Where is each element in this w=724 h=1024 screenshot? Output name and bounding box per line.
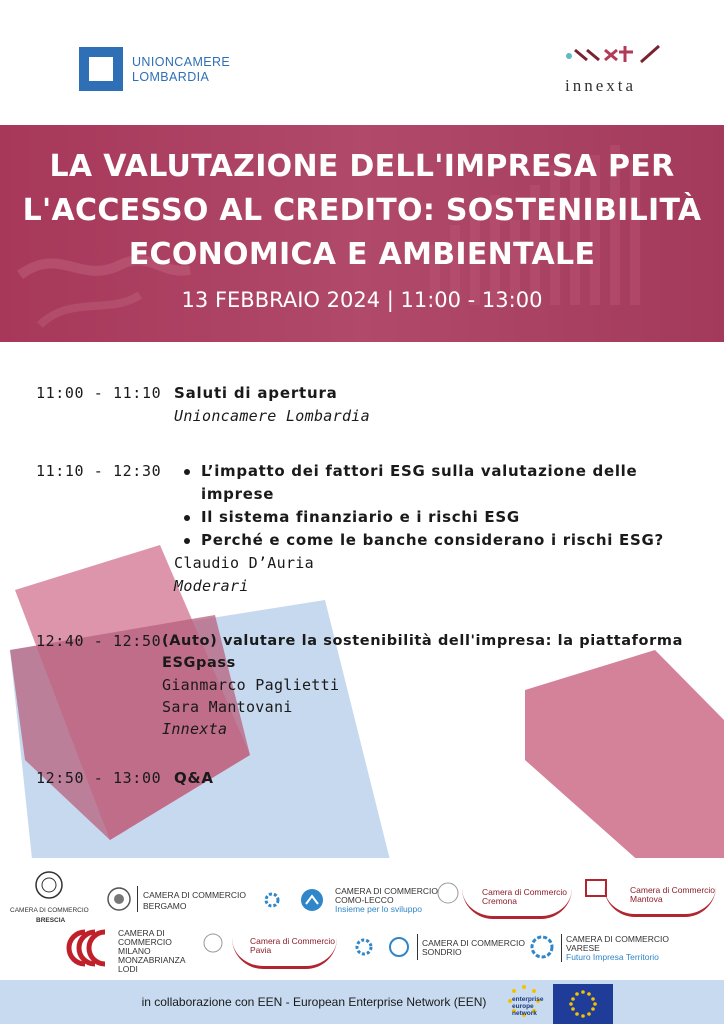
event-title bbox=[0, 145, 724, 277]
sondrio-line2: SONDRIO bbox=[422, 947, 462, 957]
eu-flag-icon bbox=[553, 984, 613, 1024]
agenda-time-3: 12:40 - 12:50 bbox=[36, 632, 162, 650]
milano-line5: LODI bbox=[118, 964, 138, 974]
agenda-speaker-3b: Sara Mantovani bbox=[162, 698, 293, 716]
event-date: 13 FEBBRAIO 2024 | 11:00 - 13:00 bbox=[181, 288, 543, 312]
comolecco-line2: COMO-LECCO bbox=[335, 895, 394, 905]
title-line-1: LA VALUTAZIONE DELL'IMPRESA PER bbox=[49, 149, 675, 184]
bergamo-line2: BERGAMO bbox=[143, 901, 187, 911]
cremona-seal-icon bbox=[437, 880, 459, 906]
mantova-swoosh-icon bbox=[604, 886, 716, 917]
agenda-bullets-2 bbox=[174, 460, 714, 552]
bullet-item: L’impatto dei fattori ESG sulla valutazione delle imprese bbox=[174, 460, 714, 506]
unioncamere-logo-text bbox=[132, 55, 230, 85]
collaboration-text: in collaborazione con EEN - European Enterprise Network (EEN) bbox=[141, 995, 487, 1009]
title-line-2: L'ACCESSO AL CREDITO: SOSTENIBILITÀ bbox=[22, 193, 702, 228]
bullet-dot-icon bbox=[184, 515, 190, 521]
varese-line2: VARESE bbox=[566, 943, 600, 953]
brescia-label: CAMERA DI COMMERCIO bbox=[10, 907, 89, 914]
pavia-swoosh-icon bbox=[232, 938, 337, 969]
milano-line3: MILANO bbox=[118, 946, 151, 956]
agenda-org-3: Innexta bbox=[162, 720, 228, 738]
bergamo-seal-icon bbox=[106, 886, 132, 912]
bullet-dot-icon bbox=[184, 538, 190, 544]
comolecco-logo-icon bbox=[264, 888, 324, 912]
unioncamere-logo-icon bbox=[79, 47, 123, 91]
unioncamere-line2: LOMBARDIA bbox=[132, 70, 210, 84]
varese-line1: CAMERA DI COMMERCIO bbox=[566, 934, 669, 944]
agenda-speaker-3a: Gianmarco Paglietti bbox=[162, 676, 340, 694]
comolecco-line1: CAMERA DI COMMERCIO bbox=[335, 886, 438, 896]
cremona-swoosh-icon bbox=[462, 888, 572, 919]
milano-logo-icon bbox=[65, 928, 109, 968]
mantova-line2: Mantova bbox=[630, 894, 663, 904]
bullet-dot-icon bbox=[184, 469, 190, 475]
cremona-line1: Camera di Commercio bbox=[482, 887, 568, 897]
bullet-item: Perché e come le banche considerano i rischi ESG? bbox=[174, 529, 714, 552]
agenda-title-1: Saluti di apertura bbox=[174, 384, 338, 402]
varese-line3: Futuro Impresa Territorio bbox=[566, 952, 659, 962]
sondrio-line1: CAMERA DI COMMERCIO bbox=[422, 938, 525, 948]
milano-line4: MONZABRIANZA bbox=[118, 955, 186, 965]
comolecco-line3: Insieme per lo sviluppo bbox=[335, 904, 422, 914]
sponsor-logos bbox=[0, 858, 724, 978]
agenda-speaker-2: Claudio D’Auria bbox=[174, 554, 314, 572]
varese-logo-icon bbox=[528, 934, 556, 960]
agenda-time-4: 12:50 - 13:00 bbox=[36, 769, 162, 787]
pavia-line2: Pavia bbox=[250, 945, 272, 955]
een-logo-text: enterprise europe network bbox=[512, 996, 544, 1017]
bullet-item: Il sistema finanziario e i rischi ESG bbox=[174, 506, 714, 529]
mantova-line1: Camera di Commercio bbox=[630, 885, 716, 895]
pavia-seal-icon bbox=[202, 932, 224, 954]
innexta-wordmark: innexta bbox=[565, 76, 637, 95]
agenda-role-2: Moderari bbox=[174, 577, 249, 595]
agenda-title-3: (Auto) valutare la sostenibilità dell'impresa: la piattaforma ESGpass bbox=[162, 633, 683, 671]
agenda-title-4: Q&A bbox=[174, 769, 214, 787]
innexta-logo-icon bbox=[565, 44, 665, 66]
milano-line2: COMMERCIO bbox=[118, 937, 172, 947]
unioncamere-line1: UNIONCAMERE bbox=[132, 55, 231, 69]
brescia-seal-icon bbox=[34, 870, 64, 900]
agenda-time-1: 11:00 - 11:10 bbox=[36, 384, 162, 402]
sondrio-logo-icon bbox=[354, 936, 414, 958]
pavia-line1: Camera di Commercio bbox=[250, 936, 336, 946]
brescia-sub: BRESCIA bbox=[36, 917, 66, 924]
bergamo-line1: CAMERA DI COMMERCIO bbox=[143, 890, 246, 900]
agenda-org-1: Unioncamere Lombardia bbox=[174, 407, 370, 425]
agenda-time-2: 11:10 - 12:30 bbox=[36, 462, 162, 480]
cremona-line2: Cremona bbox=[482, 896, 517, 906]
title-line-3: ECONOMICA E AMBIENTALE bbox=[128, 237, 596, 272]
milano-line1: CAMERA DI bbox=[118, 928, 165, 938]
